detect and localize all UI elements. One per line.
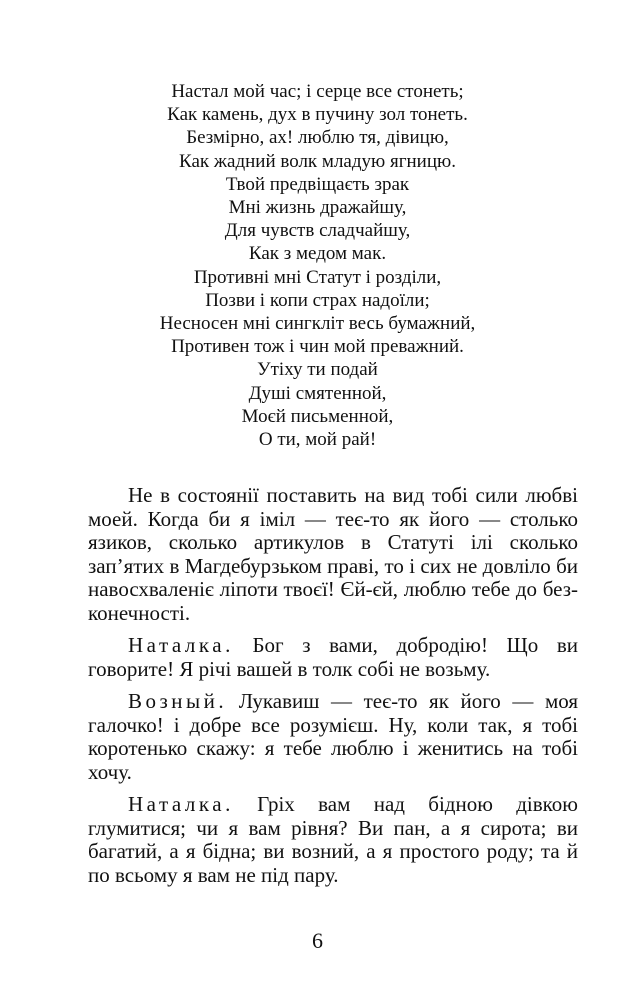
verse-line: Несносен мні сингкліт весь бумажний, <box>159 313 476 335</box>
verse-line: О ти, мой рай! <box>258 429 377 451</box>
verse-line: Душі смятенной, <box>248 382 387 404</box>
verse-line: Позви і копи страх надоїли; <box>205 289 430 311</box>
page-number: 6 <box>312 928 323 953</box>
paragraph-text: Бог з вами, добродію! Що ви говорите! Я річі вашей в толк собі не возьму. <box>88 633 578 681</box>
verse-line: Противен тож і чин мой преважний. <box>171 336 464 358</box>
verse-line: Моєй письменной, <box>241 405 394 427</box>
speaker-name: Возный. <box>128 689 228 713</box>
verse-line: Как жадний волк младую ягницю. <box>179 150 456 172</box>
verse-line: Мні жизнь дражайшу, <box>228 197 407 219</box>
paragraph-text: Гріх вам над бідною дівкою глумитися; чи я вам рівня? Ви пан, а я сирота; ви багатий, а я бідна; ви возний, а я простого роду; та й по всьому я вам не під пару. <box>88 792 578 887</box>
prose-paragraph <box>88 484 578 625</box>
verse-line: Для чувств сладчайшу, <box>224 220 411 242</box>
verse-line: Как з медом мак. <box>248 243 387 265</box>
verse-line: Твой предвіщаєть зрак <box>225 173 410 195</box>
dialogue-paragraph <box>88 793 578 887</box>
verse-line: Безмірно, ах! люблю тя, дівицю, <box>186 127 449 149</box>
paragraph-text: Лукавиш — теє-то як його — моя галочко! і добре все розумієш. Ну, коли так, я тобі коротенько скажу: я тебе люблю і женитись на тобі хочу. <box>88 689 578 784</box>
speaker-name: Наталка. <box>128 792 234 816</box>
speaker-name: Наталка. <box>128 633 234 657</box>
paragraph-text: Не в состоянії поставить на вид тобі сили любві моей. Когда би я іміл — теє-то як його — столько язиков, сколько артикулов в Статуті ілі сколько зап’ятих в Магдебурзьком праві, то і сих не довліло би навосхваленіє ліпоти твоєї! Єй-єй, люблю тебе до безконечності. <box>88 483 578 625</box>
dialogue-paragraph <box>88 634 578 681</box>
verse-line: Как камень, дух в пучину зол тонеть. <box>167 104 468 126</box>
verse-line: Настал мой час; і серце все стонеть; <box>171 81 464 102</box>
verse-line: Противні мні Статут і розділи, <box>193 266 442 288</box>
prose-block <box>88 484 578 896</box>
dialogue-paragraph <box>88 690 578 784</box>
verse-line: Утіху ти подай <box>257 359 378 381</box>
verse-block <box>0 80 635 451</box>
